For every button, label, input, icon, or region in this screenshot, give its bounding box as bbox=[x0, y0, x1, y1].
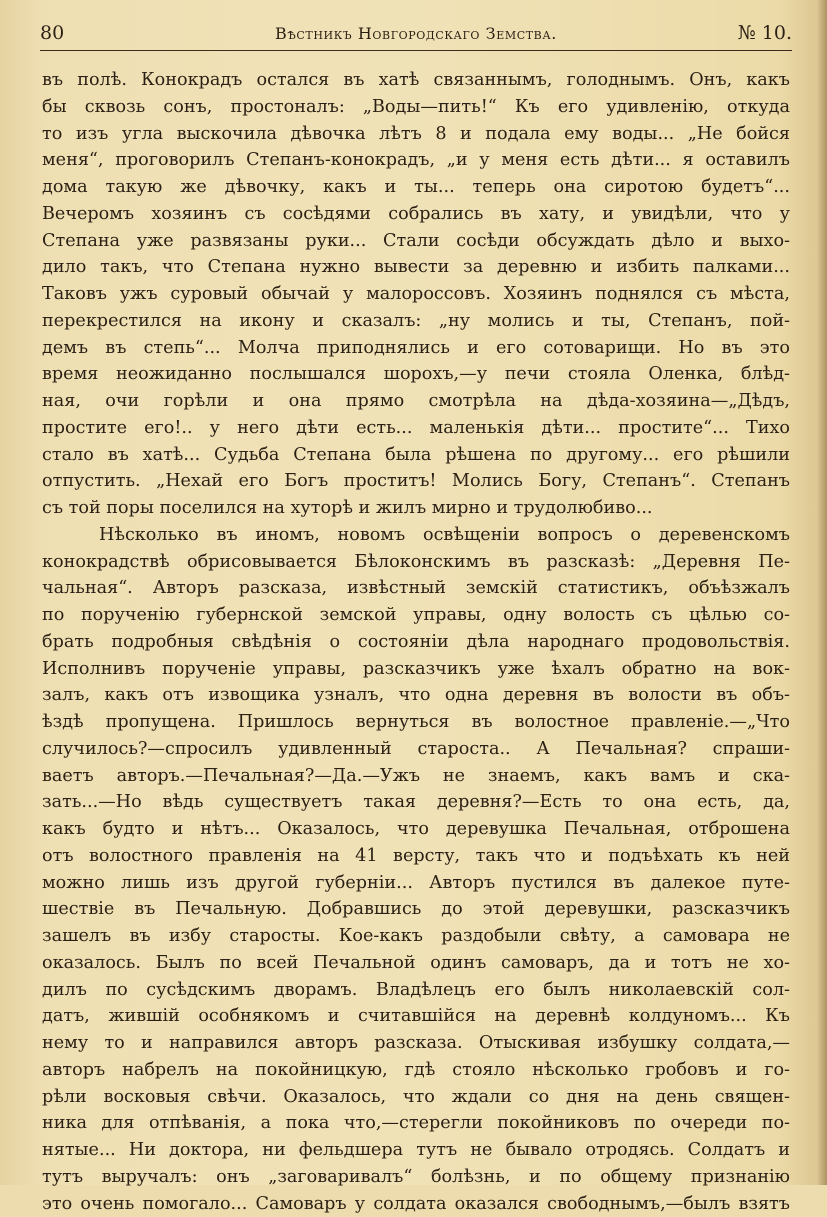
text-line: перекрестился на икону и сказалъ: „ну молись и ты, Степанъ, пой- bbox=[42, 308, 790, 335]
text-line: ѣздѣ пропущена. Пришлось вернуться въ волостное правленіе.—„Что bbox=[42, 709, 790, 736]
text-line: нятые... Ни доктора, ни фельдшера тутъ не бывало отродясь. Солдатъ и bbox=[42, 1137, 790, 1164]
page-number: 80 bbox=[40, 22, 64, 44]
text-line: ника для отпѣванія, а пока что,—стерегли покойниковъ по очереди по- bbox=[42, 1110, 790, 1137]
text-line: Степана уже развязаны руки... Стали сосѣди обсуждать дѣло и выхо- bbox=[42, 228, 790, 255]
page-header bbox=[40, 22, 792, 52]
text-line: можно лишь изъ другой губерніи... Авторъ пустился въ далекое путе- bbox=[42, 870, 790, 897]
text-line: ная, очи горѣли и она прямо смотрѣла на дѣда-хозяина—„Дѣдъ, bbox=[42, 388, 790, 415]
text-line: это очень помогало... Самоваръ у солдата оказался свободнымъ,—былъ взятъ bbox=[42, 1191, 790, 1217]
text-line: дома такую же дѣвочку, какъ и ты... теперь она сиротою будетъ“... bbox=[42, 174, 790, 201]
paragraph-end-line: съ той поры поселился на хуторѣ и жилъ мирно и трудолюбиво... bbox=[42, 495, 790, 522]
text-line: отпустить. „Нехай его Богъ проститъ! Молись Богу, Степанъ“. Степанъ bbox=[42, 468, 790, 495]
paragraph-first-line: Нѣсколько въ иномъ, новомъ освѣщеніи вопросъ о деревенскомъ bbox=[42, 522, 790, 549]
text-line: бы сквозь сонъ, простоналъ: „Воды—пить!“ Къ его удивленію, откуда bbox=[42, 94, 790, 121]
text-line: въ полѣ. Конокрадъ остался въ хатѣ связаннымъ, голоднымъ. Онъ, какъ bbox=[42, 67, 790, 94]
body-text bbox=[42, 67, 790, 1217]
text-line: по порученію губернской земской управы, одну волость съ цѣлью со- bbox=[42, 602, 790, 629]
text-line: дило такъ, что Степана нужно вывести за деревню и избить палками... bbox=[42, 254, 790, 281]
text-line: простите его!.. у него дѣти есть... маленькія дѣти... простите“... Тихо bbox=[42, 415, 790, 442]
issue-number: № 10. bbox=[738, 22, 792, 44]
text-line: залъ, какъ отъ извощика узналъ, что одна деревня въ волости въ объ- bbox=[42, 682, 790, 709]
text-line: отъ волостного правленія на 41 версту, такъ что и подъѣхать къ ней bbox=[42, 843, 790, 870]
text-line: нему то и направился авторъ разсказа. Отыскивая избушку солдата,— bbox=[42, 1030, 790, 1057]
text-line: Таковъ ужъ суровый обычай у малороссовъ. Хозяинъ поднялся съ мѣста, bbox=[42, 281, 790, 308]
text-line: оказалось. Былъ по всей Печальной одинъ самоваръ, да и тотъ не хо- bbox=[42, 950, 790, 977]
text-line: дилъ по сусѣдскимъ дворамъ. Владѣлецъ его былъ николаевскій сол- bbox=[42, 977, 790, 1004]
text-line: Исполнивъ порученіе управы, разсказчикъ уже ѣхалъ обратно на вок- bbox=[42, 656, 790, 683]
text-line: зашелъ въ избу старосты. Кое-какъ раздобыли свѣту, а самовара не bbox=[42, 923, 790, 950]
text-line: какъ будто и нѣтъ... Оказалось, что деревушка Печальная, отброшена bbox=[42, 816, 790, 843]
text-line: стало въ хатѣ... Судьба Степана была рѣшена по другому... его рѣшили bbox=[42, 442, 790, 469]
text-line: случилось?—спросилъ удивленный староста.. А Печальная? спраши- bbox=[42, 736, 790, 763]
text-line: Вечеромъ хозяинъ съ сосѣдями собрались въ хату, и увидѣли, что у bbox=[42, 201, 790, 228]
text-line: чальная“. Авторъ разсказа, извѣстный земскій статистикъ, объѣзжалъ bbox=[42, 575, 790, 602]
text-line: рѣли восковыя свѣчи. Оказалось, что ждали со дня на день священ- bbox=[42, 1084, 790, 1111]
text-line: авторъ набрелъ на покойницкую, гдѣ стояло нѣсколько гробовъ и го- bbox=[42, 1057, 790, 1084]
text-line: меня“, проговорилъ Степанъ-конокрадъ, „и у меня есть дѣти... я оставилъ bbox=[42, 147, 790, 174]
text-line: тутъ выручалъ: онъ „заговаривалъ“ болѣзнь, и по общему признанію bbox=[42, 1164, 790, 1191]
text-line: шествіе въ Печальную. Добравшись до этой деревушки, разсказчикъ bbox=[42, 896, 790, 923]
page-edge-shadow bbox=[817, 0, 827, 1185]
text-line: зать...—Но вѣдь существуетъ такая деревня?—Есть то она есть, да, bbox=[42, 789, 790, 816]
header-rule bbox=[40, 50, 792, 51]
running-title: Вѣстникъ Новгородскаго Земства. bbox=[40, 24, 792, 43]
text-line: конокрадствѣ обрисовывается Бѣлоконскимъ въ разсказѣ: „Деревня Пе- bbox=[42, 549, 790, 576]
text-line: то изъ угла выскочила дѣвочка лѣтъ 8 и подала ему воды... „Не бойся bbox=[42, 121, 790, 148]
text-line: время неожиданно послышался шорохъ,—у печи стояла Оленка, блѣд- bbox=[42, 361, 790, 388]
text-line: датъ, жившій особнякомъ и считавшійся на деревнѣ колдуномъ... Къ bbox=[42, 1003, 790, 1030]
text-line: ваетъ авторъ.—Печальная?—Да.—Ужъ не знаемъ, какъ вамъ и ска- bbox=[42, 763, 790, 790]
text-line: демъ въ степь“... Молча приподнялись и его сотоварищи. Но въ это bbox=[42, 335, 790, 362]
text-line: брать подробныя свѣдѣнія о состояніи дѣла народнаго продовольствія. bbox=[42, 629, 790, 656]
